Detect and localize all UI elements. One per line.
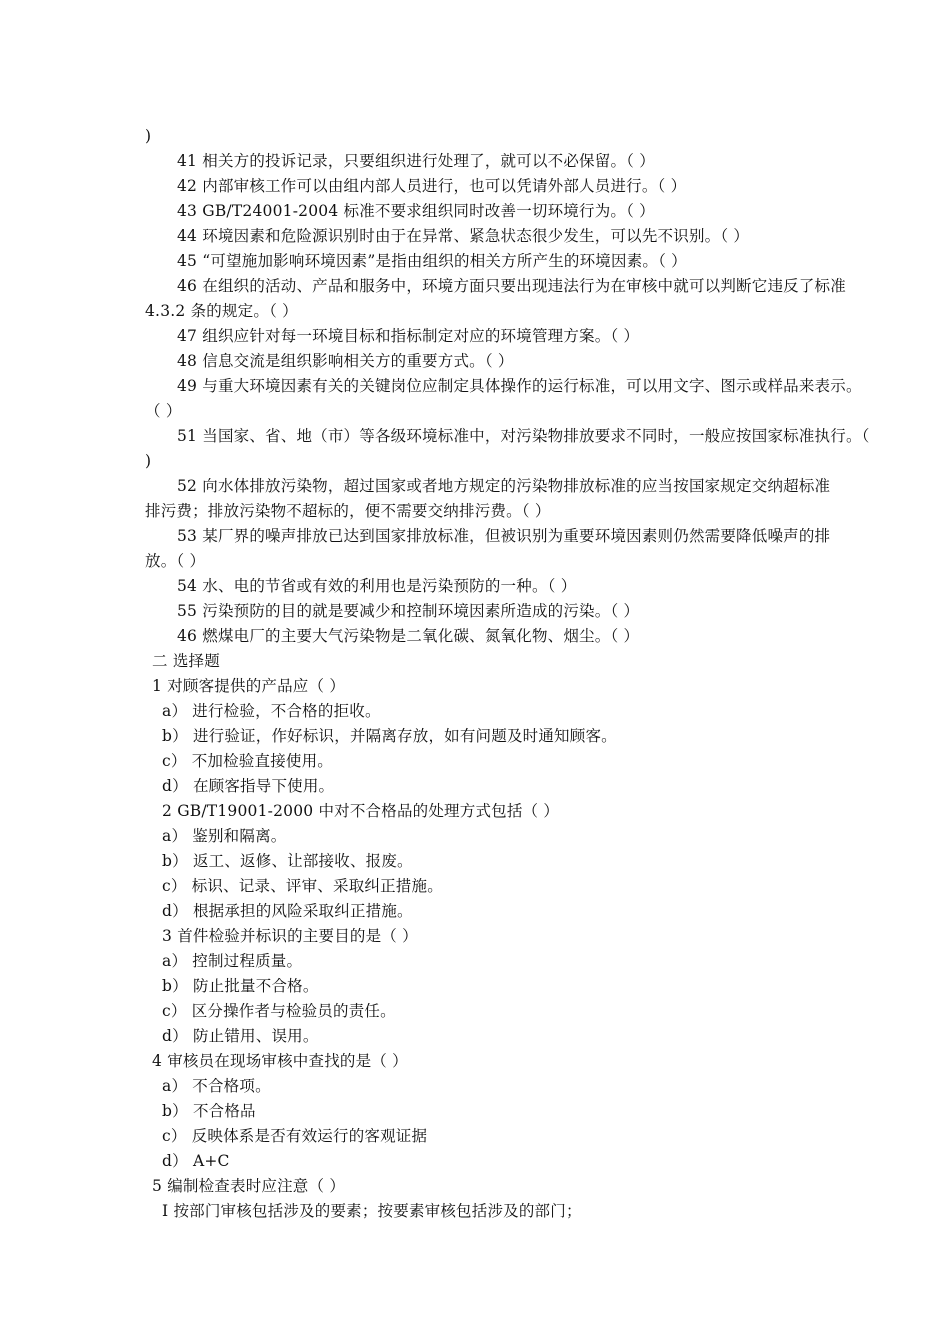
option-b: b） 返工、返修、让部接收、报废。 bbox=[162, 852, 413, 870]
question-1: 1 对顾客提供的产品应（ ） bbox=[152, 677, 346, 695]
true-false-item-42: 42 内部审核工作可以由组内部人员进行，也可以凭请外部人员进行。（ ） bbox=[177, 177, 687, 195]
text-line: ) bbox=[145, 127, 152, 145]
question-5: 5 编制检查表时应注意（ ） bbox=[152, 1177, 346, 1195]
true-false-item-43: 43 GB/T24001-2004 标准不要求组织同时改善一切环境行为。（ ） bbox=[177, 202, 655, 220]
question-3: 3 首件检验并标识的主要目的是（ ） bbox=[162, 927, 418, 945]
option-c: c） 标识、记录、评审、采取纠正措施。 bbox=[162, 877, 443, 895]
option-a: a） 进行检验，不合格的拒收。 bbox=[162, 702, 381, 720]
text-line: 排污费；排放污染物不超标的，便不需要交纳排污费。（ ） bbox=[145, 502, 551, 520]
true-false-item-54: 54 水、电的节省或有效的利用也是污染预防的一种。（ ） bbox=[177, 577, 577, 595]
option-a: a） 控制过程质量。 bbox=[162, 952, 303, 970]
option-c: c） 区分操作者与检验员的责任。 bbox=[162, 1002, 396, 1020]
true-false-item-46b: 46 燃煤电厂的主要大气污染物是二氧化碳、氮氧化物、烟尘。（ ） bbox=[177, 627, 640, 645]
true-false-item-53: 53 某厂界的噪声排放已达到国家排放标准，但被识别为重要环境因素则仍然需要降低噪声的排 bbox=[177, 527, 831, 545]
section-heading: 二 选择题 bbox=[152, 652, 220, 670]
option-c: c） 反映体系是否有效运行的客观证据 bbox=[162, 1127, 428, 1145]
true-false-item-51: 51 当国家、省、地（市）等各级环境标准中，对污染物排放要求不同时，一般应按国家标准执行。（ bbox=[177, 427, 870, 445]
option-b: b） 进行验证，作好标识，并隔离存放，如有问题及时通知顾客。 bbox=[162, 727, 617, 745]
true-false-item-47: 47 组织应针对每一环境目标和指标制定对应的环境管理方案。（ ） bbox=[177, 327, 640, 345]
option-a: a） 不合格项。 bbox=[162, 1077, 271, 1095]
option-a: a） 鉴别和隔离。 bbox=[162, 827, 287, 845]
option-b: b） 防止批量不合格。 bbox=[162, 977, 319, 995]
true-false-item-55: 55 污染预防的目的就是要减少和控制环境因素所造成的污染。（ ） bbox=[177, 602, 640, 620]
true-false-item-46: 46 在组织的活动、产品和服务中，环境方面只要出现违法行为在审核中就可以判断它违反了标准 bbox=[177, 277, 846, 295]
question-2: 2 GB/T19001-2000 中对不合格品的处理方式包括（ ） bbox=[162, 802, 560, 820]
option-d: d） 防止错用、误用。 bbox=[162, 1027, 319, 1045]
text-line: （ ） bbox=[145, 402, 182, 420]
text-line: 4.3.2 条的规定。（ ） bbox=[145, 302, 298, 320]
question-4: 4 审核员在现场审核中查找的是（ ） bbox=[152, 1052, 408, 1070]
option-d: d） 根据承担的风险采取纠正措施。 bbox=[162, 902, 413, 920]
statement-i: Ⅰ 按部门审核包括涉及的要素；按要素审核包括涉及的部门； bbox=[162, 1202, 582, 1220]
option-d: d） 在顾客指导下使用。 bbox=[162, 777, 335, 795]
true-false-item-44: 44 环境因素和危险源识别时由于在异常、紧急状态很少发生，可以先不识别。（ ） bbox=[177, 227, 750, 245]
true-false-item-48: 48 信息交流是组织影响相关方的重要方式。（ ） bbox=[177, 352, 514, 370]
option-d: d） A+C bbox=[162, 1152, 230, 1170]
true-false-item-52: 52 向水体排放污染物，超过国家或者地方规定的污染物排放标准的应当按国家规定交纳超标准 bbox=[177, 477, 831, 495]
option-b: b） 不合格品 bbox=[162, 1102, 256, 1120]
text-line: 放。（ ） bbox=[145, 552, 206, 570]
true-false-item-45: 45 “可望施加影响环境因素”是指由组织的相关方所产生的环境因素。（ ） bbox=[177, 252, 687, 270]
option-c: c） 不加检验直接使用。 bbox=[162, 752, 334, 770]
true-false-item-49: 49 与重大环境因素有关的关键岗位应制定具体操作的运行标准，可以用文字、图示或样品来表示。 bbox=[177, 377, 862, 395]
true-false-item-41: 41 相关方的投诉记录，只要组织进行处理了，就可以不必保留。（ ） bbox=[177, 152, 655, 170]
text-line: ) bbox=[145, 452, 152, 470]
